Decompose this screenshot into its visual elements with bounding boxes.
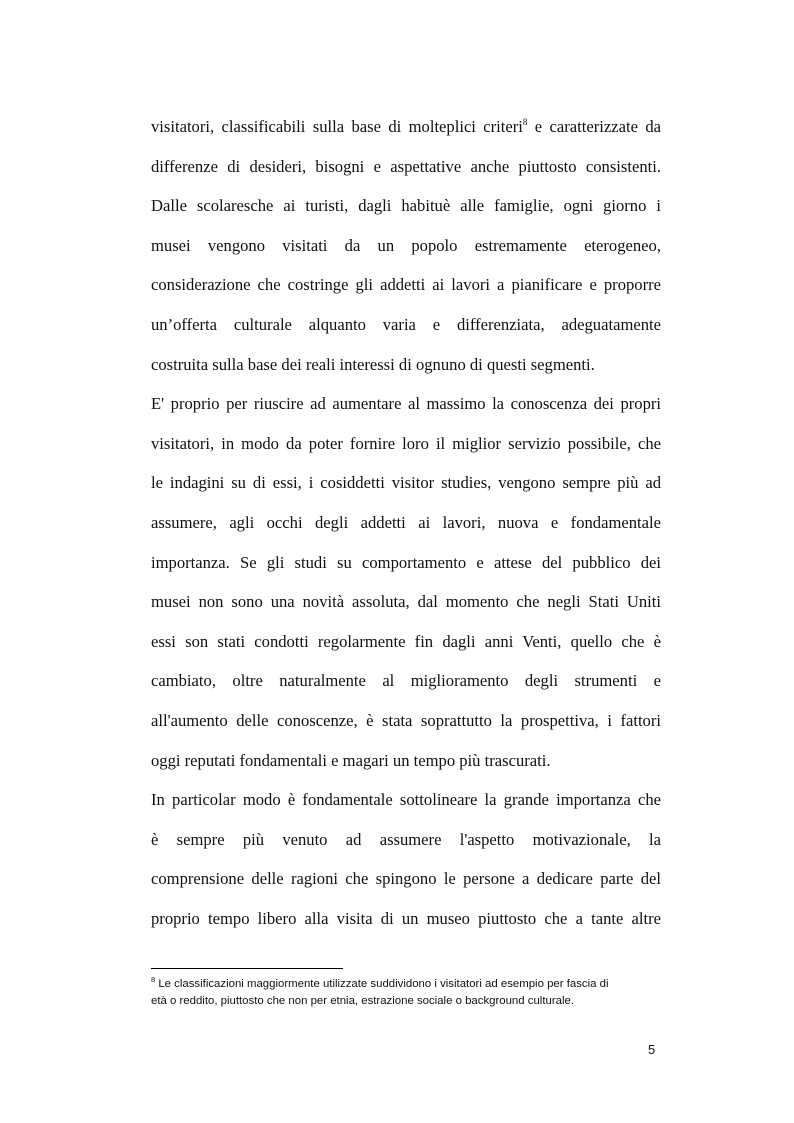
- text-line-16: all'aumento delle conoscenze, è stata soprattutto la prospettiva, i fattori: [151, 710, 661, 730]
- footnote-line-1: $^8$ Le classificazioni maggiormente utilizzate suddividono i visitatori ad esempio per fascia di: [151, 975, 609, 990]
- text-line-12: importanza. Se gli studi su comportamento e attese del pubblico dei: [151, 552, 661, 572]
- text-line-11: assumere, agli occhi degli addetti ai lavori, nuova e fondamentale: [151, 512, 661, 532]
- text-line-20: comprensione delle ragioni che spingono le persone a dedicare parte del: [151, 869, 661, 889]
- text-line-1: visitatori, classificabili sulla base di molteplici criteri$^8$ e caratterizzate da: [151, 117, 661, 136]
- text-line-18: In particolar modo è fondamentale sottolineare la grande importanza che: [151, 790, 661, 810]
- text-line-4: musei vengono visitati da un popolo estremamente eterogeneo,: [151, 235, 661, 255]
- footnote: [151, 976, 661, 1010]
- text-line-2: differenze di desideri, bisogni e aspettative anche piuttosto consistenti.: [151, 156, 661, 176]
- footnote-line-2: età o reddito, piuttosto che non per etnia, estrazione sociale o background culturale.: [151, 995, 574, 1007]
- text-line-8: E' proprio per riuscire ad aumentare al massimo la conoscenza dei propri: [151, 394, 661, 414]
- text-line-7: costruita sulla base dei reali interessi di ognuno di questi segmenti.: [151, 354, 595, 374]
- text-line-6: un’offerta culturale alquanto varia e differenziata, adeguatamente: [151, 314, 661, 334]
- text-line-9: visitatori, in modo da poter fornire loro il miglior servizio possibile, che: [151, 433, 661, 453]
- text-line-10: le indagini su di essi, i cosiddetti visitor studies, vengono sempre più ad: [151, 473, 661, 493]
- text-line-19: è sempre più venuto ad assumere l'aspetto motivazionale, la: [151, 829, 661, 849]
- footnote-reference-8: 8: [522, 117, 528, 127]
- text-line-13: musei non sono una novità assoluta, dal momento che negli Stati Uniti: [151, 592, 661, 612]
- body-text: [151, 107, 661, 938]
- text-line-15: cambiato, oltre naturalmente al miglioramento degli strumenti e: [151, 671, 661, 691]
- footnote-marker: 8: [151, 975, 156, 984]
- text-line-5: considerazione che costringe gli addetti ai lavori a pianificare e proporre: [151, 275, 661, 295]
- footnote-separator: [151, 968, 343, 969]
- text-line-3: Dalle scolaresche ai turisti, dagli habituè alle famiglie, ogni giorno i: [151, 196, 661, 216]
- text-line-14: essi son stati condotti regolarmente fin dagli anni Venti, quello che è: [151, 631, 661, 651]
- text-line-21: proprio tempo libero alla visita di un museo piuttosto che a tante altre: [151, 908, 661, 928]
- page-number: 5: [648, 1042, 656, 1057]
- text-line-17: oggi reputati fondamentali e magari un tempo più trascurati.: [151, 750, 551, 770]
